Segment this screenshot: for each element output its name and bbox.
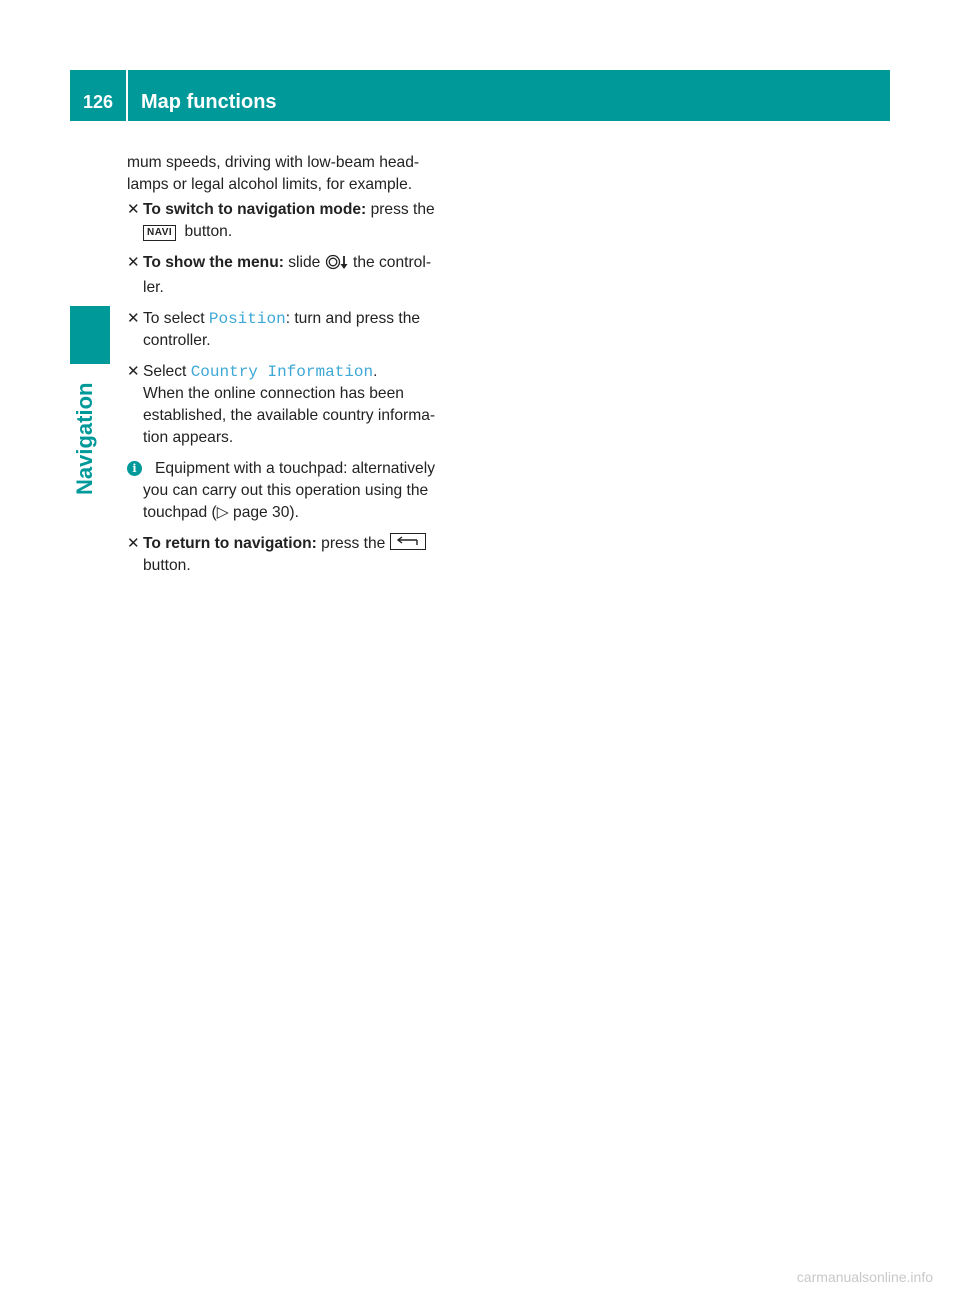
section-title: Map functions <box>141 91 277 113</box>
arrow-bullet-icon: ✕ <box>127 363 140 380</box>
header-divider <box>126 70 128 121</box>
step-select-country-information: ✕ Select Country Information. When the online connection has been established, the available country informa- tion appears. <box>127 363 436 446</box>
info-icon: i <box>127 461 142 476</box>
arrow-bullet-icon: ✕ <box>127 201 140 218</box>
menu-item-country-information: Country Information <box>190 363 374 381</box>
menu-item-position: Position <box>208 310 286 328</box>
back-button-icon <box>390 533 426 550</box>
arrow-bullet-icon: ✕ <box>127 310 140 327</box>
sidebar-label: Navigation <box>72 382 97 495</box>
arrow-bullet-icon: ✕ <box>127 535 140 552</box>
sidebar-tab <box>70 306 110 364</box>
intro-text: mum speeds, driving with low-beam head- lamps or legal alcohol limits, for example. <box>127 154 420 193</box>
navi-button-icon: NAVI <box>143 225 176 241</box>
page-reference-arrow-icon: ▷ <box>216 504 229 521</box>
step-switch-navigation: ✕ To switch to navigation mode: press the NAVI button. <box>127 201 435 240</box>
arrow-bullet-icon: ✕ <box>127 254 140 271</box>
page-header <box>70 70 890 121</box>
info-note: i Equipment with a touchpad: alternatively you can carry out this operation using the touchpad (▷ page 30). <box>127 458 467 524</box>
step-show-menu: ✕ To show the menu: slide the control- ler. <box>127 254 432 296</box>
step-return-navigation: ✕ To return to navigation: press the button. <box>127 533 467 577</box>
watermark: carmanualsonline.info <box>796 1269 933 1285</box>
page-number: 126 <box>82 92 114 112</box>
controller-slide-icon <box>325 254 349 277</box>
step-select-position: ✕ To select Position: turn and press the controller. <box>127 310 421 349</box>
content <box>127 152 467 586</box>
